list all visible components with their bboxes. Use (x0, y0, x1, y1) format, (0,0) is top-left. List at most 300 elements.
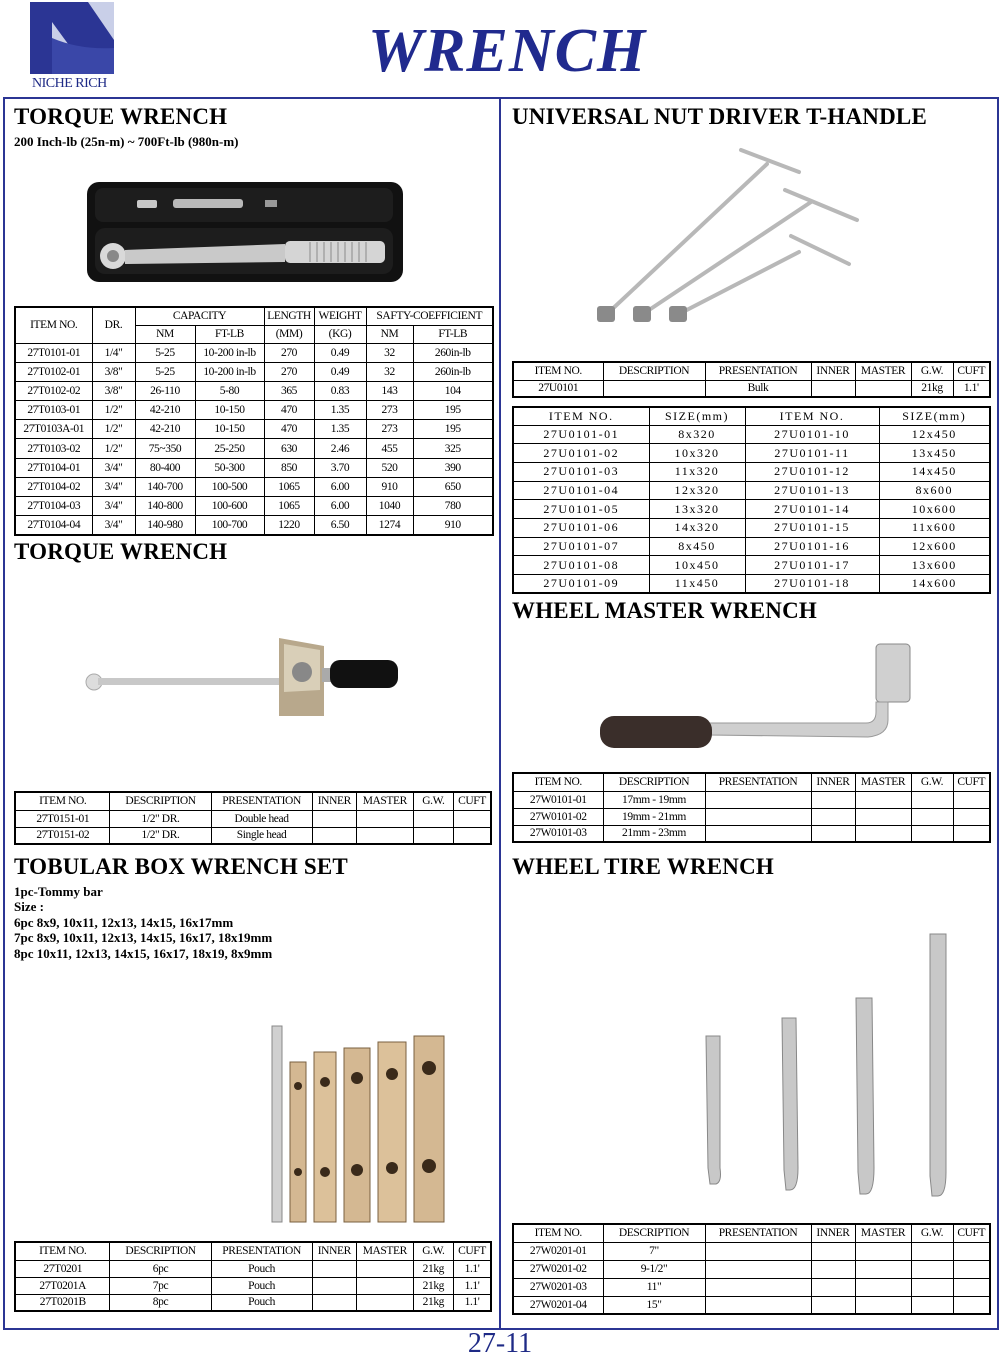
universal-header-cell: G.W. (911, 362, 953, 380)
tobular-cell: 27T0201B (15, 1294, 110, 1311)
torque2-cell (357, 827, 414, 844)
torque2-cell: Double head (211, 810, 312, 827)
tobular-cell: Pouch (211, 1294, 312, 1311)
universal-size-cell: 27U0101-07 (513, 537, 649, 556)
torque2-header-cell: DESCRIPTION (110, 792, 211, 810)
torque-spec-cell: 32 (366, 343, 413, 362)
torque-spec-cell: 260in-lb (413, 343, 493, 362)
tobular-cell: 8pc (110, 1294, 211, 1311)
torque-spec-cell: 260in-lb (413, 362, 493, 381)
universal-size-cell: 10x450 (649, 556, 745, 575)
tobular-line-2: Size : (14, 899, 44, 914)
wheel-master-cell: 27W0101-02 (513, 808, 603, 825)
torque-spec-cell: 3.70 (314, 458, 366, 477)
torque-wrench-spec-table (14, 306, 494, 536)
torque-spec-cell: 270 (264, 343, 314, 362)
wheel-master-row (513, 791, 990, 808)
wheel-tire-cell: 27W0201-03 (513, 1278, 603, 1296)
torque-spec-cell: 1/4" (92, 343, 135, 362)
torque-spec-row (15, 401, 493, 420)
wheel-master-wrench-table (512, 772, 991, 843)
torque-spec-cell: 273 (366, 401, 413, 420)
wheel-master-cell (911, 825, 953, 842)
universal-cell: 1.1' (953, 380, 990, 397)
torque-spec-cell: 650 (413, 477, 493, 496)
torque-spec-cell: 1/2" (92, 401, 135, 420)
wheel-master-wrench-image (598, 640, 918, 760)
universal-size-cell: 27U0101-01 (513, 425, 649, 444)
torque-spec-cell: 1040 (366, 497, 413, 516)
torque-spec-cell: 3/8" (92, 362, 135, 381)
universal-size-cell: 13x600 (879, 556, 990, 575)
niche-rich-logo (30, 2, 120, 96)
universal-size-cell: 27U0101-08 (513, 556, 649, 575)
torque-spec-cell: 10-200 in-lb (195, 362, 264, 381)
universal-size-header-cell: ITEM NO. (513, 407, 649, 425)
universal-cell: 21kg (911, 380, 953, 397)
torque-spec-cell: 27T0104-04 (15, 516, 92, 535)
universal-nut-driver-title: UNIVERSAL NUT DRIVER T-HANDLE (512, 104, 928, 129)
torque-spec-cell: 273 (366, 420, 413, 439)
tire-lever-set-image (700, 932, 950, 1198)
col-capacity-nm: NM (135, 325, 195, 343)
wheel-master-cell (705, 808, 811, 825)
tobular-cell: 6pc (110, 1260, 211, 1277)
wheel-tire-row (513, 1242, 990, 1260)
universal-size-cell: 14x600 (879, 575, 990, 594)
universal-header-cell: CUFT (953, 362, 990, 380)
tobular-header-cell: DESCRIPTION (110, 1242, 211, 1260)
torque2-row (15, 827, 491, 844)
torque-wrench-2-table (14, 791, 492, 845)
universal-size-cell: 11x600 (879, 518, 990, 537)
wheel-tire-cell (911, 1242, 953, 1260)
torque2-header-cell: CUFT (454, 792, 491, 810)
torque-spec-cell: 3/4" (92, 477, 135, 496)
col-safty-ftlb: FT-LB (413, 325, 493, 343)
universal-size-cell: 27U0101-15 (745, 518, 879, 537)
universal-size-cell: 27U0101-18 (745, 575, 879, 594)
wheel-tire-cell (911, 1260, 953, 1278)
torque-wrench-subtitle: 200 Inch-lb (25n-m) ~ 700Ft-lb (980n-m) (14, 134, 239, 149)
universal-size-cell: 12x600 (879, 537, 990, 556)
torque-spec-cell: 470 (264, 420, 314, 439)
wheel-tire-cell (953, 1260, 990, 1278)
torque2-cell (413, 827, 453, 844)
torque-spec-cell: 3/4" (92, 497, 135, 516)
universal-size-cell: 27U0101-12 (745, 462, 879, 481)
universal-cell (811, 380, 855, 397)
torque-spec-row (15, 343, 493, 362)
tobular-cell: Pouch (211, 1260, 312, 1277)
torque2-cell (312, 827, 356, 844)
torque-spec-cell: 25-250 (195, 439, 264, 458)
tobular-cell: Pouch (211, 1277, 312, 1294)
wheel-master-header-row (513, 773, 990, 791)
torque-spec-cell: 75~350 (135, 439, 195, 458)
wheel-tire-header-cell: MASTER (855, 1224, 911, 1242)
t-handle-nut-driver-image (595, 146, 865, 328)
tobular-row (15, 1260, 491, 1277)
wheel-tire-row (513, 1260, 990, 1278)
torque-spec-row (15, 362, 493, 381)
torque-spec-cell: 27T0104-02 (15, 477, 92, 496)
torque-spec-cell: 455 (366, 439, 413, 458)
universal-size-cell: 10x320 (649, 444, 745, 463)
universal-size-cell: 14x320 (649, 518, 745, 537)
torque2-cell (312, 810, 356, 827)
torque-spec-cell: 270 (264, 362, 314, 381)
torque-spec-row (15, 497, 493, 516)
torque-spec-cell: 80-400 (135, 458, 195, 477)
universal-size-cell: 27U0101-03 (513, 462, 649, 481)
wheel-tire-cell: 9-1/2" (603, 1260, 705, 1278)
tobular-cell: 27T0201 (15, 1260, 110, 1277)
wheel-master-cell (855, 791, 911, 808)
tobular-cell: 21kg (413, 1294, 453, 1311)
torque-spec-cell: 910 (413, 516, 493, 535)
torque-spec-cell: 1/2" (92, 420, 135, 439)
torque-spec-cell: 6.00 (314, 477, 366, 496)
wheel-master-cell (811, 808, 855, 825)
wheel-tire-header-cell: G.W. (911, 1224, 953, 1242)
torque-spec-cell: 6.50 (314, 516, 366, 535)
universal-size-cell: 27U0101-16 (745, 537, 879, 556)
torque-spec-cell: 27T0103A-01 (15, 420, 92, 439)
wheel-tire-header-cell: CUFT (953, 1224, 990, 1242)
wheel-tire-header-row (513, 1224, 990, 1242)
torque-spec-cell: 27T0103-02 (15, 439, 92, 458)
wheel-tire-cell: 27W0201-04 (513, 1296, 603, 1314)
universal-row (513, 380, 990, 397)
torque-spec-cell: 27T0103-01 (15, 401, 92, 420)
tobular-header-cell: CUFT (454, 1242, 491, 1260)
universal-size-cell: 27U0101-13 (745, 481, 879, 500)
torque2-header-cell: PRESENTATION (211, 792, 312, 810)
wheel-master-header-cell: INNER (811, 773, 855, 791)
wheel-master-cell: 27W0101-03 (513, 825, 603, 842)
universal-cell: Bulk (705, 380, 811, 397)
wheel-tire-cell (855, 1278, 911, 1296)
wheel-master-header-cell: CUFT (953, 773, 990, 791)
torque2-cell (413, 810, 453, 827)
torque-spec-cell: 520 (366, 458, 413, 477)
wheel-tire-cell: 15" (603, 1296, 705, 1314)
wheel-tire-cell (705, 1278, 811, 1296)
universal-header-cell: DESCRIPTION (603, 362, 705, 380)
tobular-wrench-set-image (268, 1022, 458, 1230)
torque-spec-cell: 365 (264, 381, 314, 400)
universal-size-row (513, 444, 990, 463)
torque-spec-cell: 3/4" (92, 458, 135, 477)
torque-spec-cell: 1274 (366, 516, 413, 535)
wheel-master-header-cell: MASTER (855, 773, 911, 791)
tobular-header-row (15, 1242, 491, 1260)
torque-spec-cell: 10-200 in-lb (195, 343, 264, 362)
universal-size-cell: 13x320 (649, 500, 745, 519)
tobular-cell: 1.1' (454, 1294, 491, 1311)
torque-spec-row (15, 516, 493, 535)
tobular-cell (312, 1277, 356, 1294)
universal-size-cell: 10x600 (879, 500, 990, 519)
universal-header-cell: PRESENTATION (705, 362, 811, 380)
tobular-cell (357, 1294, 414, 1311)
torque2-header-cell: ITEM NO. (15, 792, 110, 810)
torque-spec-cell: 3/8" (92, 381, 135, 400)
col-capacity: CAPACITY (135, 307, 264, 325)
col-length: LENGTH (264, 307, 314, 325)
col-weight: WEIGHT (314, 307, 366, 325)
tobular-cell (357, 1260, 414, 1277)
torque-spec-cell: 140-800 (135, 497, 195, 516)
universal-size-row (513, 575, 990, 594)
tobular-row (15, 1294, 491, 1311)
tobular-row (15, 1277, 491, 1294)
universal-size-header-cell: ITEM NO. (745, 407, 879, 425)
torque-spec-cell: 27T0104-01 (15, 458, 92, 477)
torque-spec-cell: 325 (413, 439, 493, 458)
wheel-tire-cell (953, 1296, 990, 1314)
wheel-master-cell (911, 808, 953, 825)
torque2-row (15, 810, 491, 827)
torque-spec-cell: 850 (264, 458, 314, 477)
wheel-master-cell (855, 808, 911, 825)
wheel-master-header-cell: DESCRIPTION (603, 773, 705, 791)
universal-size-cell: 12x320 (649, 481, 745, 500)
tobular-line-5: 8pc 10x11, 12x13, 14x15, 16x17, 18x19, 8x9mm (14, 946, 273, 961)
torque-spec-cell: 143 (366, 381, 413, 400)
torque2-header-row (15, 792, 491, 810)
universal-cell: 27U0101 (513, 380, 603, 397)
torque-spec-cell: 2.46 (314, 439, 366, 458)
wheel-master-header-cell: ITEM NO. (513, 773, 603, 791)
wheel-tire-row (513, 1296, 990, 1314)
torque-spec-row (15, 477, 493, 496)
col-safty-nm: NM (366, 325, 413, 343)
wheel-tire-cell (855, 1296, 911, 1314)
torque-spec-cell: 0.49 (314, 362, 366, 381)
torque-spec-cell: 3/4" (92, 516, 135, 535)
torque-wrench-case-image (85, 178, 405, 288)
tobular-header-cell: MASTER (357, 1242, 414, 1260)
wheel-tire-cell (811, 1296, 855, 1314)
wheel-tire-cell (911, 1278, 953, 1296)
wheel-tire-wrench-title: WHEEL TIRE WRENCH (512, 854, 775, 879)
torque2-cell: 27T0151-01 (15, 810, 110, 827)
torque-spec-cell: 390 (413, 458, 493, 477)
universal-size-cell: 27U0101-10 (745, 425, 879, 444)
universal-size-cell: 27U0101-11 (745, 444, 879, 463)
wheel-master-cell: 21mm - 23mm (603, 825, 705, 842)
wheel-tire-cell: 11" (603, 1278, 705, 1296)
torque-spec-cell: 100-600 (195, 497, 264, 516)
wheel-master-cell (705, 791, 811, 808)
universal-size-row (513, 425, 990, 444)
wheel-tire-cell (855, 1242, 911, 1260)
wheel-master-cell (953, 808, 990, 825)
tobular-cell (312, 1294, 356, 1311)
torque-spec-cell: 10-150 (195, 401, 264, 420)
tobular-cell: 21kg (413, 1260, 453, 1277)
universal-size-cell: 27U0101-02 (513, 444, 649, 463)
wheel-tire-cell: 27W0201-01 (513, 1242, 603, 1260)
page-title: WRENCH (368, 17, 647, 85)
tobular-header-cell: INNER (312, 1242, 356, 1260)
wheel-tire-header-cell: INNER (811, 1224, 855, 1242)
universal-size-header-cell: SIZE(mm) (649, 407, 745, 425)
wheel-tire-cell: 27W0201-02 (513, 1260, 603, 1278)
universal-size-cell: 27U0101-17 (745, 556, 879, 575)
tobular-header-cell: G.W. (413, 1242, 453, 1260)
torque-spec-cell: 1065 (264, 497, 314, 516)
torque-spec-cell: 32 (366, 362, 413, 381)
col-dr: DR. (92, 307, 135, 343)
tobular-header-cell: PRESENTATION (211, 1242, 312, 1260)
universal-size-cell: 11x320 (649, 462, 745, 481)
torque-spec-cell: 140-980 (135, 516, 195, 535)
torque-spec-cell: 195 (413, 401, 493, 420)
torque2-header-cell: MASTER (357, 792, 414, 810)
tobular-box-wrench-title: TOBULAR BOX WRENCH SET (14, 854, 348, 879)
wheel-tire-wrench-table (512, 1223, 991, 1315)
universal-size-cell: 12x450 (879, 425, 990, 444)
torque-spec-row (15, 439, 493, 458)
universal-size-cell: 27U0101-05 (513, 500, 649, 519)
torque-spec-cell: 780 (413, 497, 493, 516)
tobular-cell: 1.1' (454, 1260, 491, 1277)
universal-header-cell: INNER (811, 362, 855, 380)
col-safty-coefficient: SAFTY-COEFFICIENT (366, 307, 493, 325)
tobular-line-3: 6pc 8x9, 10x11, 12x13, 14x15, 16x17mm (14, 915, 234, 930)
universal-size-cell: 27U0101-09 (513, 575, 649, 594)
universal-size-header-cell: SIZE(mm) (879, 407, 990, 425)
torque-spec-cell: 1065 (264, 477, 314, 496)
wheel-master-wrench-title: WHEEL MASTER WRENCH (512, 598, 817, 623)
torque2-cell: Single head (211, 827, 312, 844)
wheel-master-cell: 27W0101-01 (513, 791, 603, 808)
torque-spec-cell: 5-25 (135, 343, 195, 362)
wheel-master-cell (705, 825, 811, 842)
torque-spec-cell: 0.49 (314, 343, 366, 362)
torque-spec-cell: 27T0102-02 (15, 381, 92, 400)
universal-size-row (513, 518, 990, 537)
wheel-master-cell (811, 825, 855, 842)
torque-spec-cell: 27T0101-01 (15, 343, 92, 362)
tobular-cell (357, 1277, 414, 1294)
wheel-master-cell (911, 791, 953, 808)
torque-spec-cell: 140-700 (135, 477, 195, 496)
torque-spec-cell: 910 (366, 477, 413, 496)
col-length-unit: (MM) (264, 325, 314, 343)
universal-header-cell: MASTER (855, 362, 911, 380)
universal-header-cell: ITEM NO. (513, 362, 603, 380)
wheel-tire-cell (705, 1260, 811, 1278)
universal-size-cell: 11x450 (649, 575, 745, 594)
wheel-tire-header-cell: ITEM NO. (513, 1224, 603, 1242)
torque2-cell (357, 810, 414, 827)
wheel-master-cell (953, 791, 990, 808)
universal-nut-driver-table (512, 361, 991, 398)
wheel-tire-cell (811, 1260, 855, 1278)
column-divider (499, 97, 501, 1330)
universal-size-cell: 27U0101-14 (745, 500, 879, 519)
torque-spec-cell: 26-110 (135, 381, 195, 400)
universal-nut-driver-size-table (512, 406, 991, 594)
torque-spec-cell: 100-500 (195, 477, 264, 496)
torque2-header-cell: G.W. (413, 792, 453, 810)
universal-size-cell: 8x320 (649, 425, 745, 444)
universal-size-row (513, 481, 990, 500)
wheel-tire-row (513, 1278, 990, 1296)
universal-size-cell: 14x450 (879, 462, 990, 481)
torque-spec-cell: 100-700 (195, 516, 264, 535)
tobular-cell (312, 1260, 356, 1277)
torque-spec-cell: 1220 (264, 516, 314, 535)
torque2-cell: 1/2" DR. (110, 810, 211, 827)
logo-text: NICHE RICH (32, 76, 107, 91)
universal-size-row (513, 537, 990, 556)
universal-cell (855, 380, 911, 397)
torque-spec-cell: 1/2" (92, 439, 135, 458)
torque2-cell (454, 827, 491, 844)
page-number: 27-11 (467, 1328, 533, 1354)
col-capacity-ftlb: FT-LB (195, 325, 264, 343)
dial-torque-wrench-image (84, 632, 404, 722)
universal-size-row (513, 556, 990, 575)
wheel-tire-cell (811, 1278, 855, 1296)
universal-size-header-row (513, 407, 990, 425)
col-weight-unit: (KG) (314, 325, 366, 343)
torque2-cell: 27T0151-02 (15, 827, 110, 844)
universal-size-cell: 27U0101-06 (513, 518, 649, 537)
tobular-line-1: 1pc-Tommy bar (14, 884, 103, 899)
wheel-master-cell (953, 825, 990, 842)
universal-size-cell: 27U0101-04 (513, 481, 649, 500)
wheel-master-row (513, 808, 990, 825)
torque-wrench-2-title: TORQUE WRENCH (14, 539, 228, 564)
tobular-box-wrench-table (14, 1241, 492, 1312)
wheel-master-cell: 17mm - 19mm (603, 791, 705, 808)
torque2-cell: 1/2" DR. (110, 827, 211, 844)
torque-spec-cell: 50-300 (195, 458, 264, 477)
wheel-tire-cell (855, 1260, 911, 1278)
wheel-tire-cell (705, 1242, 811, 1260)
torque-spec-row (15, 420, 493, 439)
torque-spec-cell: 42-210 (135, 420, 195, 439)
torque-spec-row (15, 458, 493, 477)
universal-size-cell: 8x600 (879, 481, 990, 500)
torque-spec-cell: 0.83 (314, 381, 366, 400)
wheel-tire-cell: 7" (603, 1242, 705, 1260)
tobular-cell: 1.1' (454, 1277, 491, 1294)
torque-spec-cell: 630 (264, 439, 314, 458)
torque-spec-cell: 27T0102-01 (15, 362, 92, 381)
tobular-header-cell: ITEM NO. (15, 1242, 110, 1260)
universal-size-cell: 8x450 (649, 537, 745, 556)
wheel-master-cell: 19mm - 21mm (603, 808, 705, 825)
tobular-cell: 21kg (413, 1277, 453, 1294)
wheel-master-header-cell: G.W. (911, 773, 953, 791)
universal-header-row (513, 362, 990, 380)
torque-spec-cell: 195 (413, 420, 493, 439)
tobular-cell: 7pc (110, 1277, 211, 1294)
torque-spec-cell: 27T0104-03 (15, 497, 92, 516)
wheel-tire-cell (953, 1278, 990, 1296)
torque-spec-cell: 470 (264, 401, 314, 420)
wheel-tire-header-cell: PRESENTATION (705, 1224, 811, 1242)
torque-spec-cell: 104 (413, 381, 493, 400)
universal-size-row (513, 462, 990, 481)
